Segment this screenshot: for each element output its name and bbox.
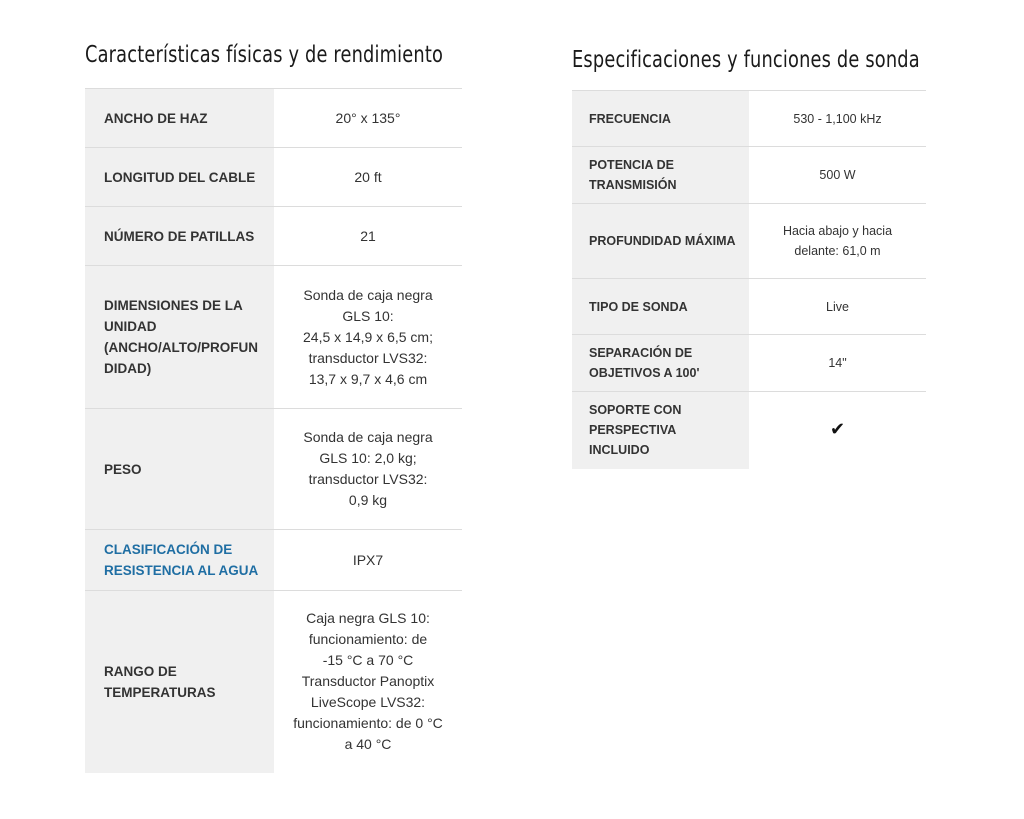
spec-row-sonar-type bbox=[572, 279, 926, 335]
sonar-specs-table bbox=[572, 90, 926, 469]
spec-value: 21 bbox=[274, 207, 462, 266]
spec-value bbox=[749, 392, 926, 469]
spec-value: IPX7 bbox=[274, 530, 462, 591]
spec-label: LONGITUD DEL CABLE bbox=[85, 148, 274, 207]
spec-row-cable-length bbox=[85, 148, 462, 207]
spec-label: PROFUNDIDAD MÁXIMA bbox=[572, 204, 749, 279]
spec-value: Hacia abajo y hacia delante: 61,0 m bbox=[749, 204, 926, 279]
section-title-sonar: Especificaciones y funciones de sonda bbox=[572, 47, 920, 73]
spec-row-transmit-power bbox=[572, 147, 926, 204]
spec-row-max-depth bbox=[572, 204, 926, 279]
checkmark-icon: ✔ bbox=[829, 419, 846, 440]
spec-label: FRECUENCIA bbox=[572, 91, 749, 147]
spec-label: PESO bbox=[85, 409, 274, 530]
spec-row-beam-width bbox=[85, 89, 462, 148]
spec-row-dimensions bbox=[85, 266, 462, 409]
spec-label: DIMENSIONES DE LA UNIDAD (ANCHO/ALTO/PROFUN DIDAD) bbox=[85, 266, 274, 409]
spec-row-water-rating bbox=[85, 530, 462, 591]
spec-value: 14" bbox=[749, 335, 926, 392]
physical-specs-table bbox=[85, 88, 462, 773]
section-title-physical: Características físicas y de rendimiento bbox=[85, 42, 444, 68]
sonar-specs-section bbox=[572, 42, 926, 469]
spec-label: SOPORTE CON PERSPECTIVA INCLUIDO bbox=[572, 392, 749, 469]
water-rating-link[interactable]: CLASIFICACIÓN DE RESISTENCIA AL AGUA bbox=[85, 530, 274, 591]
spec-value: Live bbox=[749, 279, 926, 335]
spec-value: 500 W bbox=[749, 147, 926, 204]
spec-value: Caja negra GLS 10: funcionamiento: de -15 °C a 70 °C Transductor Panoptix LiveScope LVS32: funcionamiento: de 0 °C a 40 °C bbox=[274, 591, 462, 773]
spec-value: 20 ft bbox=[274, 148, 462, 207]
spec-value: 20° x 135° bbox=[274, 89, 462, 148]
spec-row-weight bbox=[85, 409, 462, 530]
spec-row-pin-count bbox=[85, 207, 462, 266]
spec-label: SEPARACIÓN DE OBJETIVOS A 100' bbox=[572, 335, 749, 392]
spec-row-perspective-mount bbox=[572, 392, 926, 469]
spec-row-target-separation bbox=[572, 335, 926, 392]
spec-value: Sonda de caja negra GLS 10: 2,0 kg; transductor LVS32: 0,9 kg bbox=[274, 409, 462, 530]
spec-label: ANCHO DE HAZ bbox=[85, 89, 274, 148]
spec-row-frequency bbox=[572, 91, 926, 147]
spec-label: NÚMERO DE PATILLAS bbox=[85, 207, 274, 266]
spec-label: POTENCIA DE TRANSMISIÓN bbox=[572, 147, 749, 204]
spec-value: Sonda de caja negra GLS 10: 24,5 x 14,9 x 6,5 cm; transductor LVS32: 13,7 x 9,7 x 4,6 cm bbox=[274, 266, 462, 409]
spec-label: TIPO DE SONDA bbox=[572, 279, 749, 335]
spec-label: RANGO DE TEMPERATURAS bbox=[85, 591, 274, 773]
spec-row-temperature-range bbox=[85, 591, 462, 773]
physical-performance-section bbox=[85, 38, 462, 773]
spec-value: 530 - 1,100 kHz bbox=[749, 91, 926, 147]
